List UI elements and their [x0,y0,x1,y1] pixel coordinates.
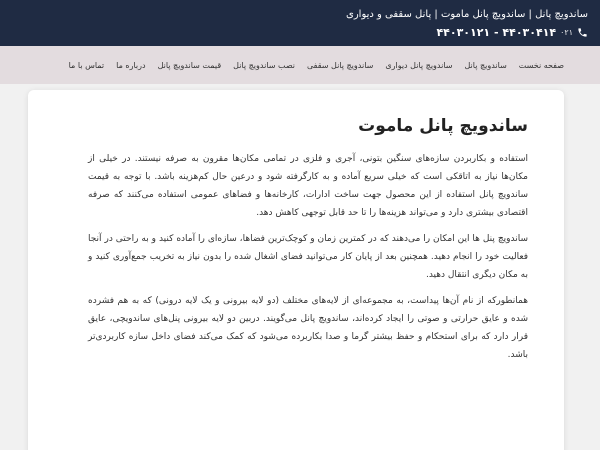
nav-item-price[interactable]: قیمت ساندویچ پانل [157,60,222,70]
nav-item-wall-panel[interactable]: ساندویچ پانل دیواری [385,60,453,70]
nav-item-installation[interactable]: نصب ساندویچ پانل [233,60,296,70]
main-nav [0,46,600,84]
nav-item-sandwich-panel[interactable]: ساندویچ پانل [464,60,507,70]
site-title[interactable]: ساندویچ پانل | ساندویچ پانل ماموت | پانل سقفی و دیواری [346,9,588,20]
nav-item-home[interactable]: صفحه نخست [518,60,564,70]
phone-icon [577,27,588,38]
content-card [28,90,564,450]
phone-area-code: ۰۲۱ [560,28,573,37]
top-header [0,0,600,46]
phone-row[interactable] [0,26,588,39]
nav-item-roof-panel[interactable]: ساندویچ پانل سقفی [307,60,374,70]
page-title: ساندویچ پانل ماموت [358,116,528,136]
nav-item-contact[interactable]: تماس با ما [68,60,105,70]
paragraph: ساندویچ پنل ها این امکان را می‌دهند که در کمترین زمان و کوچک‌ترین فضاها، سازه‌ای را آماده کنید و به راحتی در آنجا فعالیت خود را انجام دهید. همچنین بعد از پایان کار می‌توانید فضای اشغال شده را بدون نیاز به تخریب جمع‌آوری کنید و به مکان دیگری انتقال دهید. [88,234,528,280]
phone-numbers: ۴۴۰۳۰۴۱۴ - ۴۴۰۳۰۱۲۱ [436,26,557,39]
paragraph: استفاده و بکاربردن سازه‌های سنگین بتونی، آجری و فلزی در تمامی مکان‌ها مقرون به صرفه نیستند. در خیلی از مکان‌ها نیاز به اتاقکی است که خیلی سریع آماده و به کارگرفته شود و درعین حال کم‌هزینه باشد. با توجه به قیمت ساندویچ پانل استفاده از این محصول جهت ساخت ادارات، کارخانه‌ها و فضاهای عمومی استفاده می‌کنند که صرفه اقتصادی بیشتری دارد و می‌تواند هزینه‌ها را تا حد قابل توجهی کاهش دهد. [88,154,528,218]
paragraph: همانطورکه از نام آن‌ها پیداست، به مجموعه‌ای از لایه‌های مختلف (دو لایه بیرونی و یک لایه درونی) که به هم فشرده شده و عایق حرارتی و صوتی را ایجاد کرده‌اند، ساندویچ پانل می‌گویند. دربین دو لایه بیرونی پنل‌های ساندویچی، عایق قرار دارد که برای استحکام و حفظ بیشتر گرما و صدا بکاربرده می‌شود که کمک می‌کند فضای داخل سازه کاربردی‌تر باشد. [88,296,528,360]
nav-item-about[interactable]: درباره ما [116,60,146,70]
